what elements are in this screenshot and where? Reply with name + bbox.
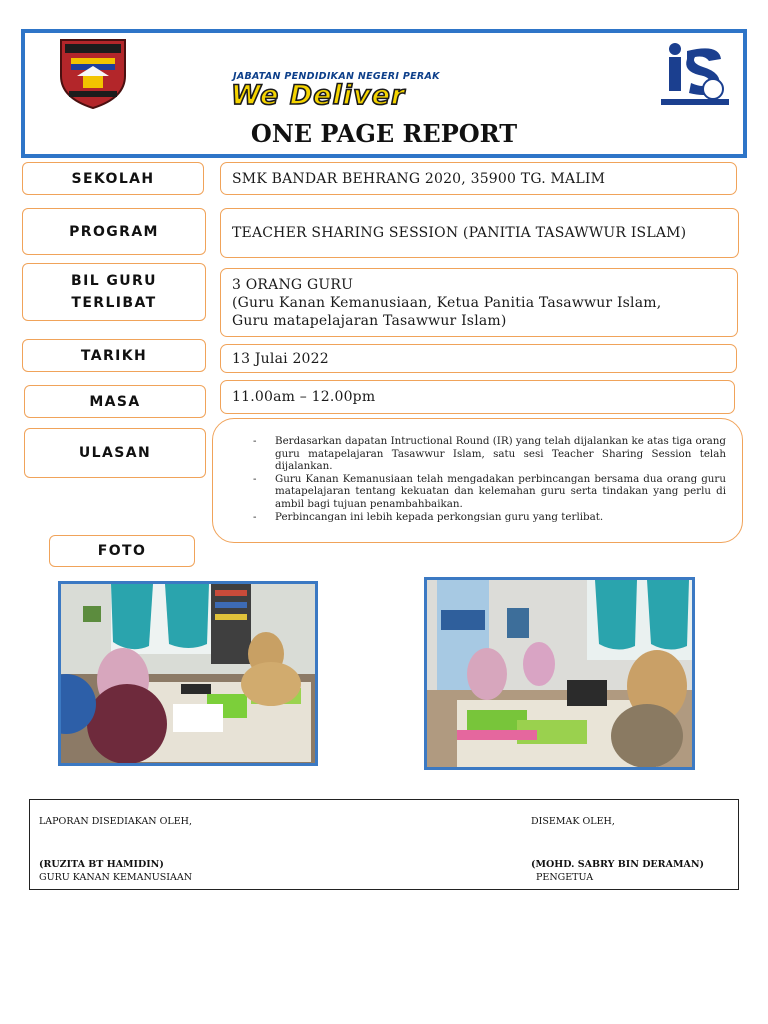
masa-label: MASA [24, 385, 206, 418]
bil-guru-detail-line2: Guru matapelajaran Tasawwur Islam) [232, 312, 507, 329]
checked-by-label: DISEMAK OLEH, [531, 816, 615, 827]
ts25-logo-icon [657, 37, 733, 109]
bil-guru-detail-line1: (Guru Kanan Kemanusiaan, Ketua Panitia Tasawwur Islam, [232, 294, 662, 311]
brand-department-text: JABATAN PENDIDIKAN NEGERI PERAK [233, 71, 440, 82]
prepared-by-label: LAPORAN DISEDIAKAN OLEH, [39, 816, 192, 827]
we-deliver-brand [231, 71, 551, 111]
sekolah-label: SEKOLAH [22, 162, 204, 195]
bil-guru-value [220, 268, 738, 337]
ulasan-item-text: Guru Kanan Kemanusiaan telah mengadakan perbincangan bersama dua orang guru matapelajaran tentang kekuatan dan kelemahan guru serta tindakan yang perlu di ambil bagi tujuan penambahbaikan. [275, 472, 726, 510]
bil-guru-label-line1: BIL GURU [71, 273, 157, 289]
ulasan-list [253, 435, 726, 523]
prepared-by-name: (RUZITA BT HAMIDIN) [39, 859, 164, 870]
ulasan-item-text: Berdasarkan dapatan Intructional Round (IR) yang telah dijalankan ke atas tiga orang guru matapelajaran Tasawwur Islam, satu sesi Teacher Sharing Session telah dijalankan. [275, 435, 726, 473]
program-value: TEACHER SHARING SESSION (PANITIA TASAWWUR ISLAM) [220, 208, 739, 258]
checked-by-role: PENGETUA [536, 872, 594, 883]
ulasan-item-text: Perbincangan ini lebih kepada perkongsian guru yang terlibat. [275, 510, 604, 523]
bil-guru-count: 3 ORANG GURU [232, 276, 354, 293]
tarikh-value: 13 Julai 2022 [220, 344, 737, 373]
brand-slogan-text: We Deliver [231, 80, 406, 111]
bil-guru-label [22, 263, 206, 321]
list-item: - Perbincangan ini lebih kepada perkongsian guru yang terlibat. [253, 510, 604, 523]
list-item: - Berdasarkan dapatan Intructional Round (IR) yang telah dijalankan ke atas tiga orang guru matapelajaran Tasawwur Islam, satu sesi Teacher Sharing Session telah dijalankan. [253, 435, 726, 473]
foto-label: FOTO [49, 535, 195, 567]
list-item: - Guru Kanan Kemanusiaan telah mengadakan perbincangan bersama dua orang guru matapelajaran tentang kekuatan dan kelemahan guru serta tindakan yang perlu di ambil bagi tujuan penambahbaikan. [253, 472, 726, 510]
page-title: ONE PAGE REPORT [250, 119, 518, 148]
signature-section [29, 799, 739, 890]
ulasan-content [212, 418, 743, 543]
program-label: PROGRAM [22, 208, 206, 255]
ulasan-label: ULASAN [24, 428, 206, 478]
meeting-photo-2 [424, 577, 695, 770]
prepared-by-role: GURU KANAN KEMANUSIAAN [39, 872, 193, 883]
meeting-photo-1-image [61, 584, 315, 763]
school-crest-icon [55, 36, 131, 110]
masa-value: 11.00am – 12.00pm [220, 380, 735, 414]
report-header [21, 29, 747, 158]
checked-by-name: (MOHD. SABRY BIN DERAMAN) [531, 859, 705, 870]
bil-guru-label-line2: TERLIBAT [71, 295, 157, 311]
meeting-photo-2-image [427, 580, 692, 767]
meeting-photo-1 [58, 581, 318, 766]
sekolah-value: SMK BANDAR BEHRANG 2020, 35900 TG. MALIM [220, 162, 737, 195]
tarikh-label: TARIKH [22, 339, 206, 372]
